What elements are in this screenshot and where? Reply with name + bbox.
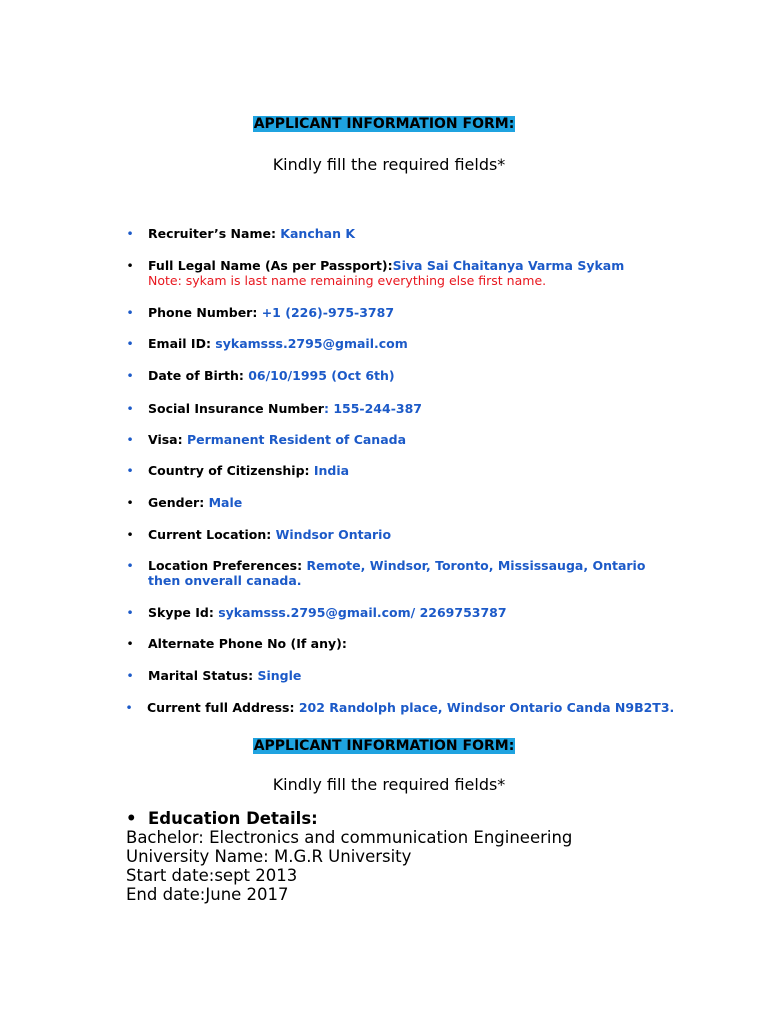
- bullet: •: [126, 463, 134, 478]
- field-label: Location Preferences:: [148, 558, 303, 573]
- bullet: •: [126, 305, 134, 320]
- field-label: Visa:: [148, 432, 183, 447]
- field-value: Remote, Windsor, Toronto, Mississauga, Ontario then onverall canada.: [148, 558, 646, 588]
- education-degree: Bachelor: Electronics and communication Engineering: [126, 828, 573, 847]
- field-label: Alternate Phone No (If any):: [148, 636, 347, 651]
- bullet: •: [126, 558, 134, 573]
- field-label: Marital Status:: [148, 668, 254, 683]
- field-label: Full Legal Name (As per Passport):: [148, 258, 393, 273]
- field-value: Kanchan K: [275, 226, 356, 241]
- heading-2-wrap: [0, 735, 768, 754]
- field-value: 06/10/1995 (Oct 6th): [243, 368, 395, 383]
- field-email-id: [126, 336, 678, 351]
- field-value: Siva Sai Chaitanya Varma Sykam: [392, 258, 625, 273]
- field-value: Male: [204, 495, 243, 510]
- heading-1-wrap: [0, 113, 768, 132]
- field-marital-status: [126, 668, 678, 683]
- field-value: +1 (226)-975-3787: [257, 305, 395, 320]
- field-value: Single: [253, 668, 302, 683]
- form-heading: APPLICANT INFORMATION FORM:: [253, 116, 515, 132]
- field-gender: [126, 495, 678, 510]
- field-location-preferences: [126, 558, 668, 588]
- education-title: [126, 809, 318, 828]
- field-label: Country of Citizenship:: [148, 463, 310, 478]
- field-skype-id: [126, 605, 678, 620]
- field-country-of-citizenship: [126, 463, 678, 478]
- form-subheading: Kindly fill the required fields*: [272, 155, 506, 174]
- field-full-legal-name: [126, 258, 678, 288]
- field-social-insurance-number: [126, 401, 678, 416]
- bullet: •: [126, 432, 134, 447]
- form-heading-repeat: APPLICANT INFORMATION FORM:: [253, 738, 515, 754]
- field-value: Windsor Ontario: [271, 527, 392, 542]
- field-value: Permanent Resident of Canada: [182, 432, 407, 447]
- bullet: •: [126, 605, 134, 620]
- bullet: •: [126, 258, 134, 273]
- field-value: India: [309, 463, 350, 478]
- bullet: •: [126, 636, 134, 651]
- education-university: University Name: M.G.R University: [126, 847, 412, 866]
- bullet: •: [126, 668, 134, 683]
- field-label: Date of Birth:: [148, 368, 244, 383]
- bullet: •: [126, 809, 137, 828]
- field-visa: [126, 432, 678, 447]
- field-label: Current full Address:: [147, 700, 295, 715]
- field-label: Email ID:: [148, 336, 211, 351]
- bullet: •: [126, 495, 134, 510]
- field-recruiter-name: [126, 226, 678, 241]
- education-start-date: Start date:sept 2013: [126, 866, 298, 885]
- bullet: •: [126, 336, 134, 351]
- field-current-address: [125, 700, 677, 715]
- field-note: Note: sykam is last name remaining everything else first name.: [148, 273, 547, 288]
- bullet: •: [126, 401, 134, 416]
- field-current-location: [126, 527, 678, 542]
- field-value: 202 Randolph place, Windsor Ontario Canda N9B2T3.: [294, 700, 675, 715]
- education-title-text: Education Details:: [148, 809, 318, 828]
- bullet: •: [126, 527, 134, 542]
- field-label: Current Location:: [148, 527, 272, 542]
- field-value: : 155-244-387: [323, 401, 422, 416]
- field-label: Gender:: [148, 495, 205, 510]
- field-date-of-birth: [126, 368, 678, 383]
- field-label: Social Insurance Number: [148, 401, 324, 416]
- education-end-date: End date:June 2017: [126, 885, 289, 904]
- bullet: •: [125, 700, 133, 715]
- field-phone-number: [126, 305, 678, 320]
- field-label: Skype Id:: [148, 605, 214, 620]
- field-value: sykamsss.2795@gmail.com: [210, 336, 408, 351]
- bullet: •: [126, 226, 134, 241]
- bullet: •: [126, 368, 134, 383]
- field-value: sykamsss.2795@gmail.com/ 2269753787: [213, 605, 507, 620]
- field-alternate-phone: [126, 636, 678, 651]
- form-subheading-repeat: Kindly fill the required fields*: [272, 775, 506, 794]
- field-label: Phone Number:: [148, 305, 258, 320]
- field-label: Recruiter’s Name:: [148, 226, 276, 241]
